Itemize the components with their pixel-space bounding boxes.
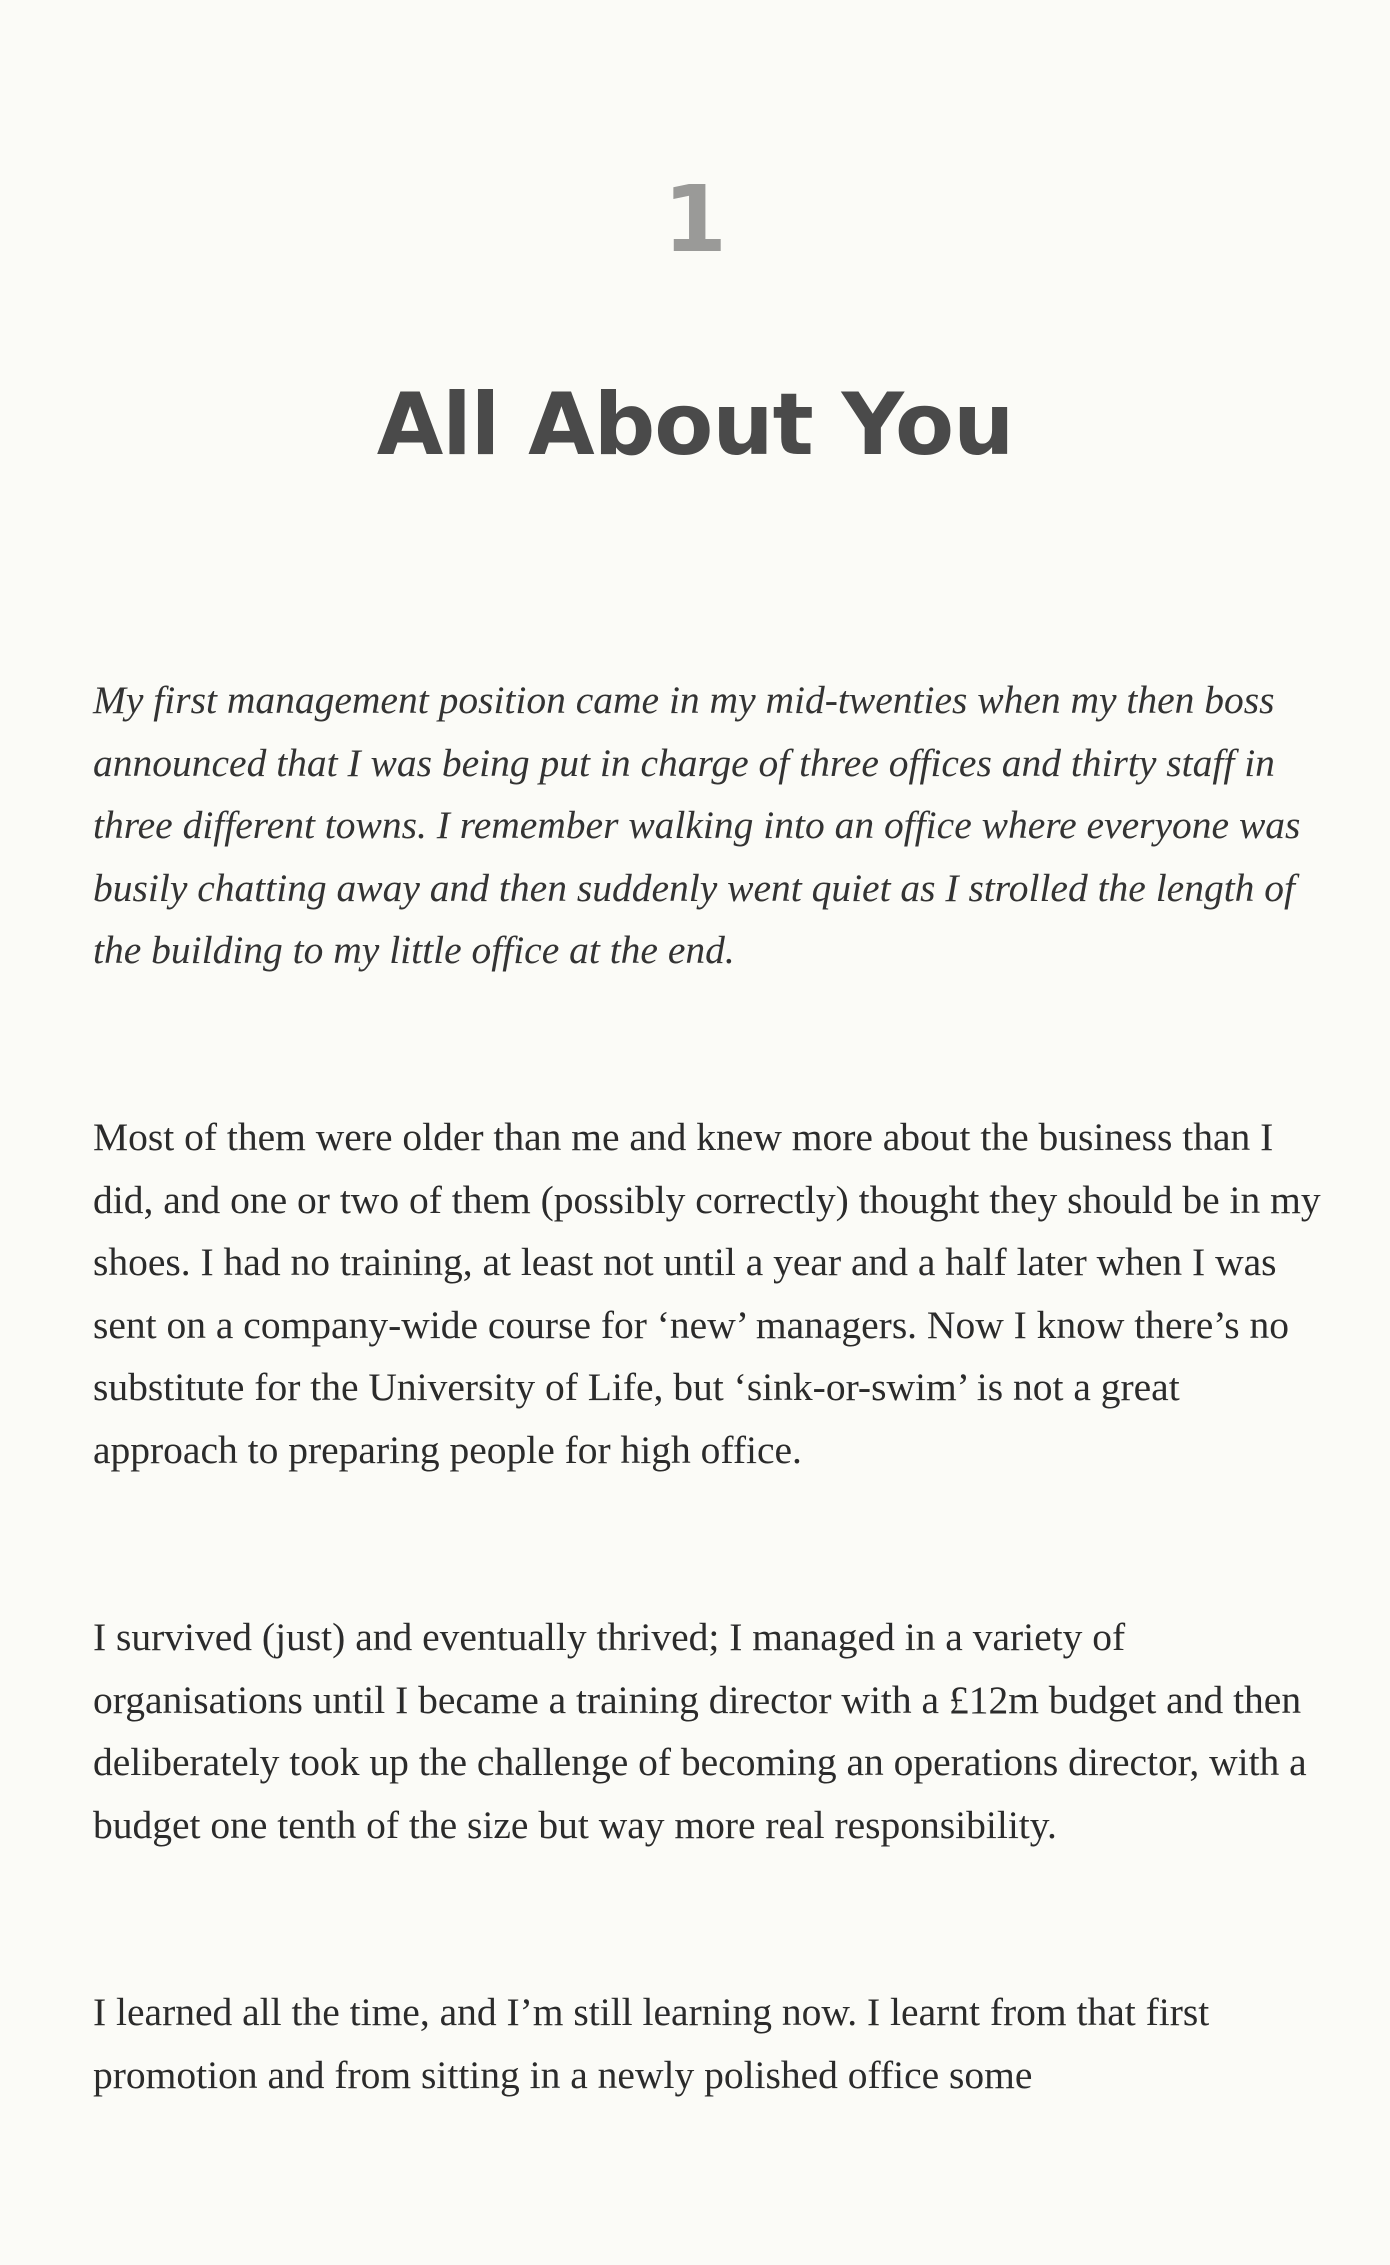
body-paragraph-3: I learned all the time, and I’m still learning now. I learnt from that first promotion and from sitting in a newly polished office some <box>93 1990 1210 2097</box>
intro-paragraph: My first management position came in my mid-twenties when my then boss announced that I was being put in charge of three offices and thirty staff in three different towns. I remember walking into an office where everyone was busily chatting away and then suddenly went quiet as I strolled the length of the building to my little office at the end. <box>93 678 1301 972</box>
chapter-title: All About You <box>376 375 1014 475</box>
body-paragraph-1: Most of them were older than me and knew more about the business than I did, and one or two of them (possibly correctly) thought they should be in my shoes. I had no training, at least not until a year and a half later when I was sent on a company-wide course for ‘new’ managers. Now I know there’s no substitute for the University of Life, but ‘sink-or-swim’ is not a great approach to preparing people for high office. <box>93 1115 1321 1472</box>
body-paragraph-2: I survived (just) and eventually thrived; I managed in a variety of organisations until I became a training director with a £12m budget and then deliberately took up the challenge of becoming an operations director, with a budget one tenth of the size but way more real responsibility. <box>93 1615 1307 1847</box>
chapter-number: 1 <box>662 166 727 273</box>
